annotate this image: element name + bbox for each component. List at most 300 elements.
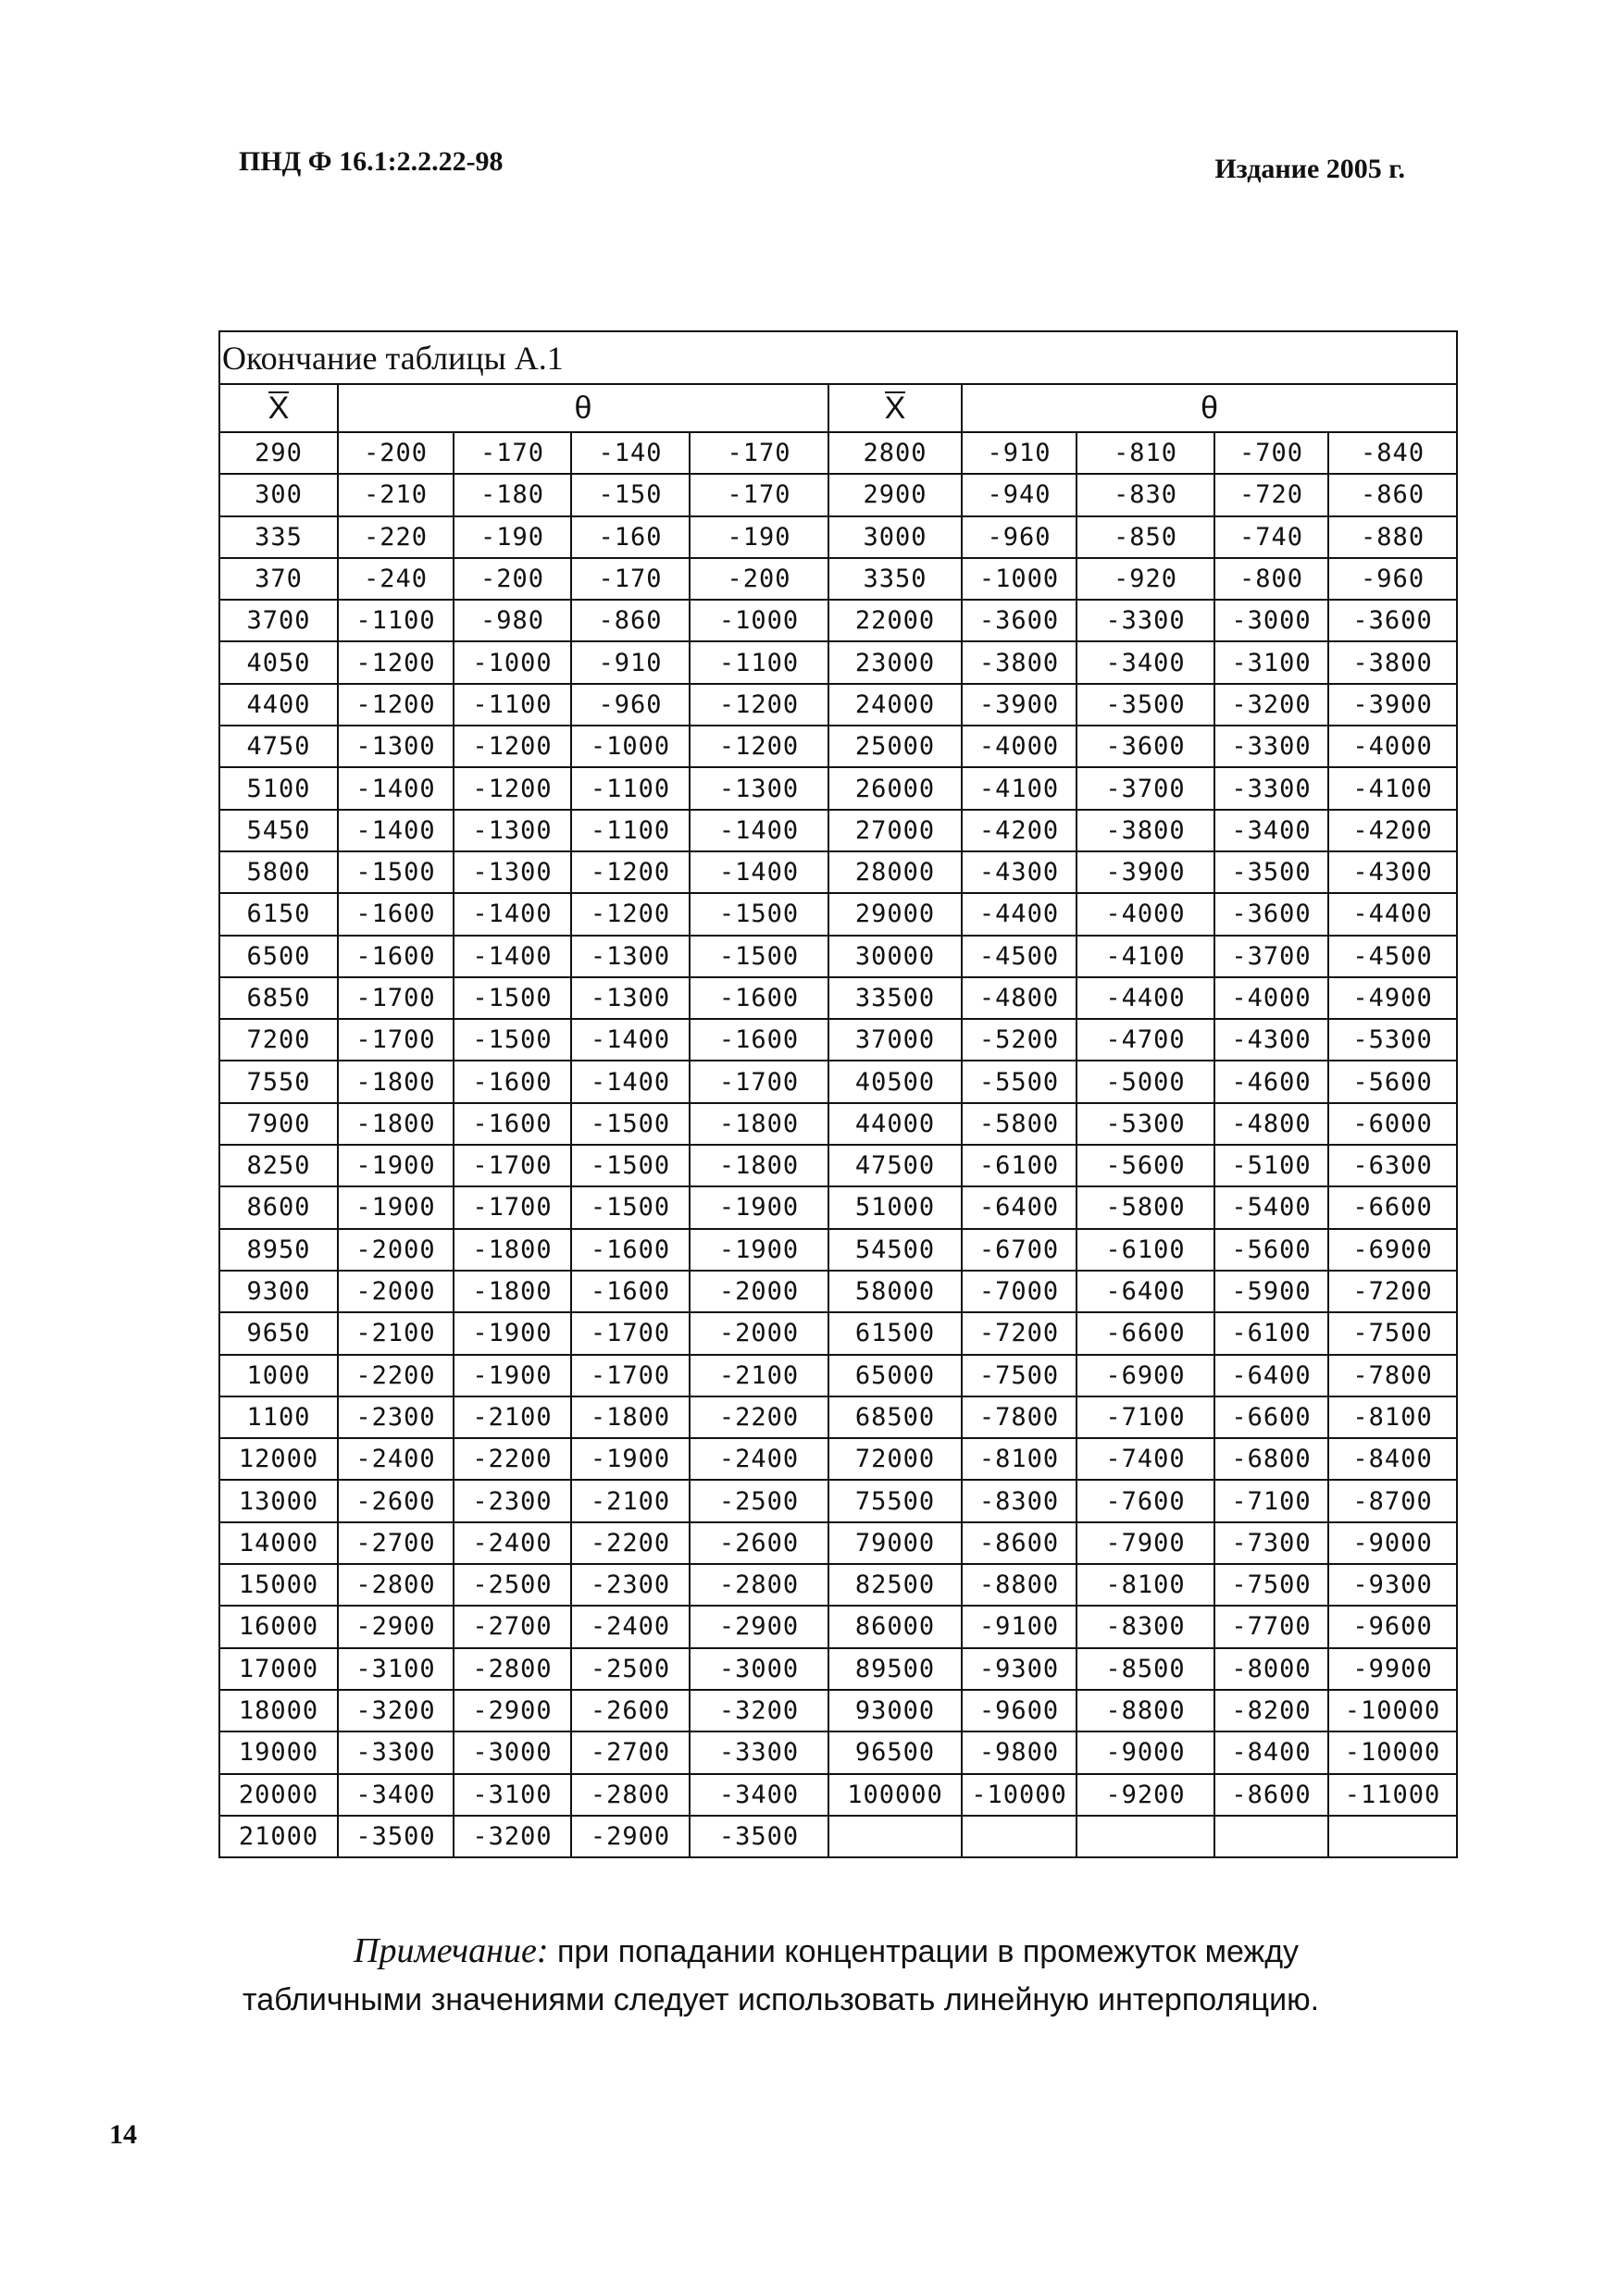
x-value-cell: 96500 bbox=[828, 1731, 962, 1773]
theta-value-cell: -7800 bbox=[1328, 1355, 1457, 1396]
theta-value-cell: -220 bbox=[338, 516, 454, 558]
theta-value-cell: -2600 bbox=[690, 1522, 828, 1564]
x-value-cell: 7900 bbox=[219, 1103, 338, 1145]
theta-value-cell: -6700 bbox=[962, 1229, 1077, 1271]
theta-value-cell: -2000 bbox=[690, 1271, 828, 1312]
theta-value-cell: -190 bbox=[454, 516, 571, 558]
x-value-cell: 5100 bbox=[219, 767, 338, 809]
theta-value-cell: -1000 bbox=[690, 600, 828, 641]
column-header-theta-right: θ bbox=[962, 384, 1457, 432]
table-row bbox=[219, 1480, 1457, 1521]
x-value-cell: 15000 bbox=[219, 1564, 338, 1606]
table-header-row bbox=[219, 384, 1457, 432]
theta-value-cell: -1600 bbox=[571, 1229, 690, 1271]
theta-value-cell: -2700 bbox=[338, 1522, 454, 1564]
theta-value-cell: -1400 bbox=[690, 810, 828, 851]
theta-value-cell: -8600 bbox=[1214, 1774, 1328, 1816]
theta-value-cell: -3100 bbox=[454, 1774, 571, 1816]
theta-value-cell: -3900 bbox=[1328, 684, 1457, 726]
table-caption-row bbox=[219, 331, 1457, 384]
table-row bbox=[219, 977, 1457, 1019]
table-row bbox=[219, 432, 1457, 474]
theta-value-cell: -3700 bbox=[1214, 936, 1328, 977]
x-value-cell: 44000 bbox=[828, 1103, 962, 1145]
theta-value-cell: -3400 bbox=[1077, 641, 1214, 683]
theta-value-cell: -840 bbox=[1328, 432, 1457, 474]
theta-value-cell: -10000 bbox=[1328, 1690, 1457, 1731]
theta-value-cell: -1500 bbox=[690, 936, 828, 977]
theta-value-cell: -4200 bbox=[1328, 810, 1457, 851]
theta-value-cell: -2500 bbox=[571, 1648, 690, 1690]
table-note bbox=[243, 1927, 1409, 2024]
table-row bbox=[219, 851, 1457, 893]
theta-value-cell: -1400 bbox=[338, 767, 454, 809]
theta-value-cell: -6800 bbox=[1214, 1438, 1328, 1480]
theta-value-cell: -2400 bbox=[454, 1522, 571, 1564]
table-row bbox=[219, 1229, 1457, 1271]
x-value-cell: 7550 bbox=[219, 1061, 338, 1102]
theta-value-cell: -5600 bbox=[1214, 1229, 1328, 1271]
theta-value-cell: -2000 bbox=[690, 1312, 828, 1354]
table-row bbox=[219, 893, 1457, 935]
page-number: 14 bbox=[109, 2119, 137, 2150]
data-table bbox=[218, 330, 1458, 1858]
theta-value-cell: -700 bbox=[1214, 432, 1328, 474]
theta-value-cell: -6900 bbox=[1077, 1355, 1214, 1396]
theta-value-cell: -1200 bbox=[690, 726, 828, 767]
theta-value-cell: -940 bbox=[962, 474, 1077, 515]
theta-value-cell: -2600 bbox=[571, 1690, 690, 1731]
x-value-cell: 290 bbox=[219, 432, 338, 474]
theta-value-cell: -8600 bbox=[962, 1522, 1077, 1564]
theta-value-cell: -7200 bbox=[962, 1312, 1077, 1354]
table-row bbox=[219, 1271, 1457, 1312]
theta-value-cell: -6600 bbox=[1328, 1186, 1457, 1228]
theta-value-cell: -2900 bbox=[571, 1816, 690, 1857]
theta-value-cell: -240 bbox=[338, 558, 454, 600]
x-value-cell: 3000 bbox=[828, 516, 962, 558]
theta-value-cell: -1500 bbox=[571, 1186, 690, 1228]
theta-value-cell: -1500 bbox=[571, 1145, 690, 1186]
theta-value-cell: -920 bbox=[1077, 558, 1214, 600]
theta-value-cell: -170 bbox=[571, 558, 690, 600]
x-value-cell: 27000 bbox=[828, 810, 962, 851]
theta-value-cell: -4000 bbox=[962, 726, 1077, 767]
theta-value-cell: -9000 bbox=[1328, 1522, 1457, 1564]
theta-value-cell: -1200 bbox=[338, 684, 454, 726]
theta-value-cell: -960 bbox=[571, 684, 690, 726]
x-value-cell: 89500 bbox=[828, 1648, 962, 1690]
theta-value-cell: -7600 bbox=[1077, 1480, 1214, 1521]
theta-value-cell: -4700 bbox=[1077, 1019, 1214, 1061]
theta-value-cell: -860 bbox=[571, 600, 690, 641]
theta-value-cell: -3300 bbox=[1214, 726, 1328, 767]
theta-value-cell: -8100 bbox=[1328, 1396, 1457, 1438]
x-value-cell: 20000 bbox=[219, 1774, 338, 1816]
theta-value-cell: -2900 bbox=[690, 1606, 828, 1647]
x-value-cell: 8600 bbox=[219, 1186, 338, 1228]
theta-value-cell: -4400 bbox=[1328, 893, 1457, 935]
x-value-cell: 68500 bbox=[828, 1396, 962, 1438]
theta-value-cell: -4400 bbox=[1077, 977, 1214, 1019]
table-row bbox=[219, 1396, 1457, 1438]
x-value-cell: 13000 bbox=[219, 1480, 338, 1521]
theta-value-cell: -2500 bbox=[690, 1480, 828, 1521]
theta-value-cell: -2200 bbox=[571, 1522, 690, 1564]
theta-value-cell: -6100 bbox=[1077, 1229, 1214, 1271]
theta-value-cell: -200 bbox=[690, 558, 828, 600]
theta-value-cell: -960 bbox=[962, 516, 1077, 558]
x-value-cell: 9650 bbox=[219, 1312, 338, 1354]
table-row bbox=[219, 1103, 1457, 1145]
theta-value-cell: -3500 bbox=[690, 1816, 828, 1857]
theta-value-cell: -2600 bbox=[338, 1480, 454, 1521]
table-row bbox=[219, 810, 1457, 851]
theta-value-cell: -10000 bbox=[962, 1774, 1077, 1816]
theta-value-cell: -4200 bbox=[962, 810, 1077, 851]
theta-value-cell: -2400 bbox=[338, 1438, 454, 1480]
theta-value-cell: -170 bbox=[690, 474, 828, 515]
x-value-cell: 19000 bbox=[219, 1731, 338, 1773]
table-row bbox=[219, 1648, 1457, 1690]
theta-value-cell: -1300 bbox=[454, 851, 571, 893]
theta-value-cell: -8100 bbox=[962, 1438, 1077, 1480]
theta-value-cell: -1800 bbox=[454, 1271, 571, 1312]
theta-value-cell: -4100 bbox=[1077, 936, 1214, 977]
note-label: Примечание: bbox=[354, 1931, 549, 1970]
theta-value-cell: -4900 bbox=[1328, 977, 1457, 1019]
theta-value-cell: -1300 bbox=[690, 767, 828, 809]
theta-value-cell: -4800 bbox=[1214, 1103, 1328, 1145]
theta-value-cell: -5600 bbox=[1328, 1061, 1457, 1102]
x-value-cell: 100000 bbox=[828, 1774, 962, 1816]
x-value-cell: 58000 bbox=[828, 1271, 962, 1312]
theta-value-cell: -4500 bbox=[1328, 936, 1457, 977]
theta-value-cell: -910 bbox=[962, 432, 1077, 474]
table-row bbox=[219, 516, 1457, 558]
theta-value-cell: -7100 bbox=[1214, 1480, 1328, 1521]
theta-value-cell: -6300 bbox=[1328, 1145, 1457, 1186]
theta-value-cell: -4000 bbox=[1328, 726, 1457, 767]
theta-value-cell: -1000 bbox=[454, 641, 571, 683]
theta-value-cell: -2000 bbox=[338, 1271, 454, 1312]
theta-value-cell: -1900 bbox=[690, 1186, 828, 1228]
theta-value-cell: -2100 bbox=[690, 1355, 828, 1396]
theta-value-cell: -7500 bbox=[962, 1355, 1077, 1396]
table-row bbox=[219, 1606, 1457, 1647]
theta-value-cell: -3000 bbox=[690, 1648, 828, 1690]
theta-value-cell: -1600 bbox=[454, 1061, 571, 1102]
theta-value-cell: -1100 bbox=[690, 641, 828, 683]
theta-value-cell: -3200 bbox=[454, 1816, 571, 1857]
x-value-cell: 3350 bbox=[828, 558, 962, 600]
theta-value-cell: -6600 bbox=[1214, 1396, 1328, 1438]
theta-value-cell: -3400 bbox=[338, 1774, 454, 1816]
theta-value-cell: -1600 bbox=[690, 1019, 828, 1061]
theta-value-cell: -2800 bbox=[454, 1648, 571, 1690]
theta-value-cell: -7100 bbox=[1077, 1396, 1214, 1438]
theta-value-cell: -2900 bbox=[454, 1690, 571, 1731]
x-value-cell: 16000 bbox=[219, 1606, 338, 1647]
x-value-cell: 24000 bbox=[828, 684, 962, 726]
x-value-cell: 33500 bbox=[828, 977, 962, 1019]
x-value-cell: 26000 bbox=[828, 767, 962, 809]
x-value-cell: 9300 bbox=[219, 1271, 338, 1312]
theta-value-cell: -1000 bbox=[571, 726, 690, 767]
theta-value-cell: -210 bbox=[338, 474, 454, 515]
theta-value-cell bbox=[1214, 1816, 1328, 1857]
theta-value-cell: -7200 bbox=[1328, 1271, 1457, 1312]
theta-value-cell: -5800 bbox=[1077, 1186, 1214, 1228]
theta-value-cell: -2400 bbox=[690, 1438, 828, 1480]
theta-value-cell: -3700 bbox=[1077, 767, 1214, 809]
theta-value-cell: -960 bbox=[1328, 558, 1457, 600]
theta-value-cell: -5000 bbox=[1077, 1061, 1214, 1102]
theta-value-cell: -1100 bbox=[454, 684, 571, 726]
x-value-cell: 6850 bbox=[219, 977, 338, 1019]
table-row bbox=[219, 684, 1457, 726]
x-value-cell: 37000 bbox=[828, 1019, 962, 1061]
table-row bbox=[219, 600, 1457, 641]
x-value-cell: 2800 bbox=[828, 432, 962, 474]
theta-value-cell: -7700 bbox=[1214, 1606, 1328, 1647]
x-value-cell: 8950 bbox=[219, 1229, 338, 1271]
x-value-cell: 8250 bbox=[219, 1145, 338, 1186]
theta-value-cell: -2200 bbox=[690, 1396, 828, 1438]
x-value-cell: 29000 bbox=[828, 893, 962, 935]
theta-value-cell: -7400 bbox=[1077, 1438, 1214, 1480]
theta-value-cell: -1900 bbox=[454, 1355, 571, 1396]
x-value-cell: 17000 bbox=[219, 1648, 338, 1690]
theta-value-cell: -5500 bbox=[962, 1061, 1077, 1102]
theta-value-cell: -180 bbox=[454, 474, 571, 515]
table-row bbox=[219, 641, 1457, 683]
theta-value-cell: -11000 bbox=[1328, 1774, 1457, 1816]
x-value-cell: 370 bbox=[219, 558, 338, 600]
theta-value-cell: -3500 bbox=[1214, 851, 1328, 893]
theta-value-cell: -4800 bbox=[962, 977, 1077, 1019]
theta-value-cell: -8500 bbox=[1077, 1648, 1214, 1690]
theta-value-cell: -1400 bbox=[338, 810, 454, 851]
theta-value-cell: -1800 bbox=[454, 1229, 571, 1271]
x-value-cell: 61500 bbox=[828, 1312, 962, 1354]
table-row bbox=[219, 1355, 1457, 1396]
theta-value-cell: -1500 bbox=[338, 851, 454, 893]
theta-value-cell: -1900 bbox=[338, 1145, 454, 1186]
theta-value-cell: -1100 bbox=[338, 600, 454, 641]
theta-value-cell: -4400 bbox=[962, 893, 1077, 935]
x-value-cell: 54500 bbox=[828, 1229, 962, 1271]
theta-value-cell: -8300 bbox=[962, 1480, 1077, 1521]
theta-value-cell: -7000 bbox=[962, 1271, 1077, 1312]
theta-value-cell: -8200 bbox=[1214, 1690, 1328, 1731]
x-value-cell: 22000 bbox=[828, 600, 962, 641]
x-value-cell: 18000 bbox=[219, 1690, 338, 1731]
theta-value-cell: -4100 bbox=[962, 767, 1077, 809]
x-value-cell: 4750 bbox=[219, 726, 338, 767]
theta-value-cell: -2100 bbox=[338, 1312, 454, 1354]
theta-value-cell: -1100 bbox=[571, 810, 690, 851]
theta-value-cell: -910 bbox=[571, 641, 690, 683]
theta-value-cell: -2800 bbox=[338, 1564, 454, 1606]
theta-value-cell: -3200 bbox=[1214, 684, 1328, 726]
theta-value-cell: -5300 bbox=[1328, 1019, 1457, 1061]
theta-value-cell: -3600 bbox=[1077, 726, 1214, 767]
theta-value-cell: -3400 bbox=[690, 1774, 828, 1816]
table-row bbox=[219, 1438, 1457, 1480]
theta-value-cell: -5800 bbox=[962, 1103, 1077, 1145]
theta-value-cell: -3000 bbox=[1214, 600, 1328, 641]
table-row bbox=[219, 1061, 1457, 1102]
theta-value-cell: -3300 bbox=[1214, 767, 1328, 809]
theta-value-cell: -2100 bbox=[571, 1480, 690, 1521]
theta-value-cell: -170 bbox=[690, 432, 828, 474]
theta-value-cell: -1200 bbox=[571, 893, 690, 935]
theta-value-cell: -3400 bbox=[1214, 810, 1328, 851]
table-row bbox=[219, 1690, 1457, 1731]
x-value-cell: 14000 bbox=[219, 1522, 338, 1564]
table-row bbox=[219, 474, 1457, 515]
theta-value-cell: -8800 bbox=[962, 1564, 1077, 1606]
theta-value-cell: -830 bbox=[1077, 474, 1214, 515]
theta-value-cell: -6400 bbox=[1214, 1355, 1328, 1396]
theta-value-cell: -720 bbox=[1214, 474, 1328, 515]
theta-value-cell: -9300 bbox=[1328, 1564, 1457, 1606]
x-value-cell: 3700 bbox=[219, 600, 338, 641]
theta-value-cell: -1700 bbox=[690, 1061, 828, 1102]
theta-value-cell: -4500 bbox=[962, 936, 1077, 977]
theta-value-cell: -2700 bbox=[571, 1731, 690, 1773]
theta-value-cell: -3600 bbox=[962, 600, 1077, 641]
theta-value-cell: -200 bbox=[454, 558, 571, 600]
theta-value-cell: -140 bbox=[571, 432, 690, 474]
edition-label: Издание 2005 г. bbox=[1214, 154, 1405, 184]
x-value-cell: 5450 bbox=[219, 810, 338, 851]
x-value-cell: 82500 bbox=[828, 1564, 962, 1606]
theta-value-cell: -2300 bbox=[454, 1480, 571, 1521]
theta-value-cell: -7800 bbox=[962, 1396, 1077, 1438]
theta-value-cell: -4000 bbox=[1214, 977, 1328, 1019]
theta-value-cell: -1300 bbox=[454, 810, 571, 851]
theta-value-cell: -9300 bbox=[962, 1648, 1077, 1690]
theta-value-cell: -1700 bbox=[571, 1312, 690, 1354]
x-value-cell: 40500 bbox=[828, 1061, 962, 1102]
theta-value-cell: -1500 bbox=[690, 893, 828, 935]
theta-value-cell: -4000 bbox=[1077, 893, 1214, 935]
column-header-theta-left: θ bbox=[338, 384, 828, 432]
theta-value-cell: -8100 bbox=[1077, 1564, 1214, 1606]
table-row bbox=[219, 936, 1457, 977]
theta-value-cell: -800 bbox=[1214, 558, 1328, 600]
theta-value-cell: -2300 bbox=[338, 1396, 454, 1438]
x-value-cell: 79000 bbox=[828, 1522, 962, 1564]
table-row bbox=[219, 726, 1457, 767]
theta-value-cell: -3000 bbox=[454, 1731, 571, 1773]
theta-value-cell: -1800 bbox=[338, 1103, 454, 1145]
x-value-cell: 5800 bbox=[219, 851, 338, 893]
theta-value-cell: -1600 bbox=[690, 977, 828, 1019]
theta-value-cell: -5600 bbox=[1077, 1145, 1214, 1186]
table-row bbox=[219, 1312, 1457, 1354]
theta-value-cell: -1200 bbox=[454, 767, 571, 809]
theta-value-cell: -150 bbox=[571, 474, 690, 515]
x-value-cell: 6500 bbox=[219, 936, 338, 977]
x-value-cell: 72000 bbox=[828, 1438, 962, 1480]
theta-value-cell: -1400 bbox=[571, 1061, 690, 1102]
x-value-cell: 28000 bbox=[828, 851, 962, 893]
theta-value-cell: -3200 bbox=[690, 1690, 828, 1731]
x-value-cell: 23000 bbox=[828, 641, 962, 683]
theta-value-cell: -1500 bbox=[571, 1103, 690, 1145]
x-value-cell: 300 bbox=[219, 474, 338, 515]
theta-value-cell: -190 bbox=[690, 516, 828, 558]
x-value-cell: 93000 bbox=[828, 1690, 962, 1731]
theta-value-cell: -1400 bbox=[454, 893, 571, 935]
theta-value-cell: -9600 bbox=[1328, 1606, 1457, 1647]
theta-value-cell: -1300 bbox=[571, 936, 690, 977]
theta-value-cell: -3800 bbox=[962, 641, 1077, 683]
table-row bbox=[219, 1522, 1457, 1564]
theta-value-cell: -2900 bbox=[338, 1606, 454, 1647]
theta-value-cell: -3100 bbox=[338, 1648, 454, 1690]
x-mean-symbol: X bbox=[268, 390, 290, 426]
theta-value-cell: -5300 bbox=[1077, 1103, 1214, 1145]
theta-value-cell: -1900 bbox=[454, 1312, 571, 1354]
x-value-cell: 4400 bbox=[219, 684, 338, 726]
theta-value-cell: -1700 bbox=[454, 1186, 571, 1228]
x-value-cell bbox=[828, 1816, 962, 1857]
theta-value-cell: -2800 bbox=[571, 1774, 690, 1816]
theta-value-cell: -3800 bbox=[1328, 641, 1457, 683]
theta-value-cell: -10000 bbox=[1328, 1731, 1457, 1773]
theta-value-cell: -9900 bbox=[1328, 1648, 1457, 1690]
table-row bbox=[219, 1731, 1457, 1773]
theta-value-cell: -2200 bbox=[454, 1438, 571, 1480]
table-row bbox=[219, 1564, 1457, 1606]
theta-value-cell: -3300 bbox=[338, 1731, 454, 1773]
theta-value-cell: -5100 bbox=[1214, 1145, 1328, 1186]
table-row bbox=[219, 1816, 1457, 1857]
theta-value-cell: -6100 bbox=[962, 1145, 1077, 1186]
theta-value-cell: -6600 bbox=[1077, 1312, 1214, 1354]
theta-value-cell: -1900 bbox=[690, 1229, 828, 1271]
theta-value-cell: -1700 bbox=[571, 1355, 690, 1396]
document-code: ПНД Ф 16.1:2.2.22-98 bbox=[239, 146, 504, 177]
theta-value-cell: -2800 bbox=[690, 1564, 828, 1606]
theta-value-cell: -2400 bbox=[571, 1606, 690, 1647]
x-value-cell: 21000 bbox=[219, 1816, 338, 1857]
theta-value-cell: -8400 bbox=[1328, 1438, 1457, 1480]
theta-value-cell: -5400 bbox=[1214, 1186, 1328, 1228]
theta-value-cell bbox=[962, 1816, 1077, 1857]
theta-value-cell: -1300 bbox=[338, 726, 454, 767]
x-value-cell: 51000 bbox=[828, 1186, 962, 1228]
theta-value-cell: -7300 bbox=[1214, 1522, 1328, 1564]
theta-value-cell: -7500 bbox=[1214, 1564, 1328, 1606]
theta-value-cell: -4300 bbox=[962, 851, 1077, 893]
x-mean-symbol: X bbox=[884, 390, 906, 426]
theta-value-cell: -740 bbox=[1214, 516, 1328, 558]
theta-value-cell: -4300 bbox=[1214, 1019, 1328, 1061]
x-value-cell: 30000 bbox=[828, 936, 962, 977]
table-caption: Окончание таблицы А.1 bbox=[219, 331, 1457, 384]
theta-value-cell: -1400 bbox=[454, 936, 571, 977]
theta-value-cell: -9100 bbox=[962, 1606, 1077, 1647]
theta-value-cell: -1500 bbox=[454, 977, 571, 1019]
theta-value-cell: -3600 bbox=[1328, 600, 1457, 641]
theta-value-cell: -4100 bbox=[1328, 767, 1457, 809]
table-row bbox=[219, 767, 1457, 809]
